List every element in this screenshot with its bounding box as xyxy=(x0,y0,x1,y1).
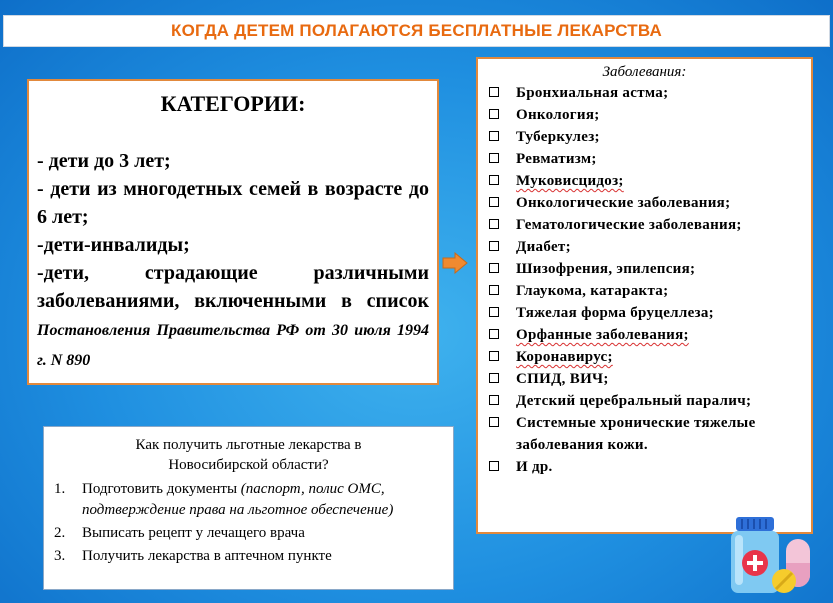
categories-heading: КАТЕГОРИИ: xyxy=(160,91,306,116)
category-item: - дети до 3 лет; xyxy=(37,150,171,172)
list-item: Диабет; xyxy=(486,236,803,258)
category-reference: Постановления Правительства РФ от 30 июля 1994 г. N 890 xyxy=(37,322,429,369)
checkbox-icon xyxy=(489,241,499,251)
list-item: Муковисцидоз; xyxy=(486,170,803,192)
checkbox-icon xyxy=(489,351,499,361)
list-item: Бронхиальная астма; xyxy=(486,82,803,104)
checkbox-icon xyxy=(489,175,499,185)
list-item: 3. Получить лекарства в аптечном пункте xyxy=(54,548,332,564)
list-item: Ревматизм; xyxy=(486,148,803,170)
checkbox-icon xyxy=(489,417,499,427)
list-item: 1. Подготовить документы (паспорт, полис ОМС, подтверждение права на льготное обеспечение) xyxy=(54,481,394,518)
title-bar xyxy=(3,15,830,47)
list-item: Онкология; xyxy=(486,104,803,126)
list-item: 2. Выписать рецепт у лечащего врача xyxy=(54,525,305,541)
medicine-icon xyxy=(726,515,816,595)
category-item-text: -дети, страдающие различными заболеваниями, включенными в список xyxy=(37,262,429,312)
list-item: Детский церебральный паралич; xyxy=(486,390,803,412)
checkbox-icon xyxy=(489,329,499,339)
list-item: Туберкулез; xyxy=(486,126,803,148)
how-to-steps xyxy=(54,479,443,567)
checkbox-icon xyxy=(489,131,499,141)
checkbox-icon xyxy=(489,373,499,383)
checkbox-icon xyxy=(489,197,499,207)
diseases-list xyxy=(486,82,803,478)
checkbox-icon xyxy=(489,285,499,295)
checkbox-icon xyxy=(489,307,499,317)
how-to-box xyxy=(43,426,454,590)
list-item: Коронавирус; xyxy=(486,346,803,368)
list-item: Онкологические заболевания; xyxy=(486,192,803,214)
arrow-right-icon xyxy=(442,252,468,274)
page-title: КОГДА ДЕТЕМ ПОЛАГАЮТСЯ БЕСПЛАТНЫЕ ЛЕКАРСТВА xyxy=(171,21,662,40)
checkbox-icon xyxy=(489,153,499,163)
checkbox-icon xyxy=(489,109,499,119)
how-to-title: Как получить льготные лекарства в Новосибирской области? xyxy=(135,437,362,473)
list-item: Системные хронические тяжелые заболевания кожи. xyxy=(486,412,803,456)
checkbox-icon xyxy=(489,87,499,97)
checkbox-icon xyxy=(489,263,499,273)
checkbox-icon xyxy=(489,219,499,229)
list-item: Тяжелая форма бруцеллеза; xyxy=(486,302,803,324)
category-item: -дети-инвалиды; xyxy=(37,234,190,256)
list-item: Орфанные заболевания; xyxy=(486,324,803,346)
list-item: Шизофрения, эпилепсия; xyxy=(486,258,803,280)
category-item: - дети из многодетных семей в возрасте до 6 лет; xyxy=(37,178,429,228)
list-item: Глаукома, катаракта; xyxy=(486,280,803,302)
checkbox-icon xyxy=(489,395,499,405)
category-item xyxy=(37,259,429,375)
list-item: Гематологические заболевания; xyxy=(486,214,803,236)
diseases-heading: Заболевания: xyxy=(602,64,687,80)
diseases-box xyxy=(476,57,813,534)
list-item: СПИД, ВИЧ; xyxy=(486,368,803,390)
list-item: И др. xyxy=(486,456,803,478)
step-note: (паспорт, полис ОМС, подтверждение права на льготное обеспечение) xyxy=(82,481,394,518)
checkbox-icon xyxy=(489,461,499,471)
categories-box xyxy=(27,79,439,385)
